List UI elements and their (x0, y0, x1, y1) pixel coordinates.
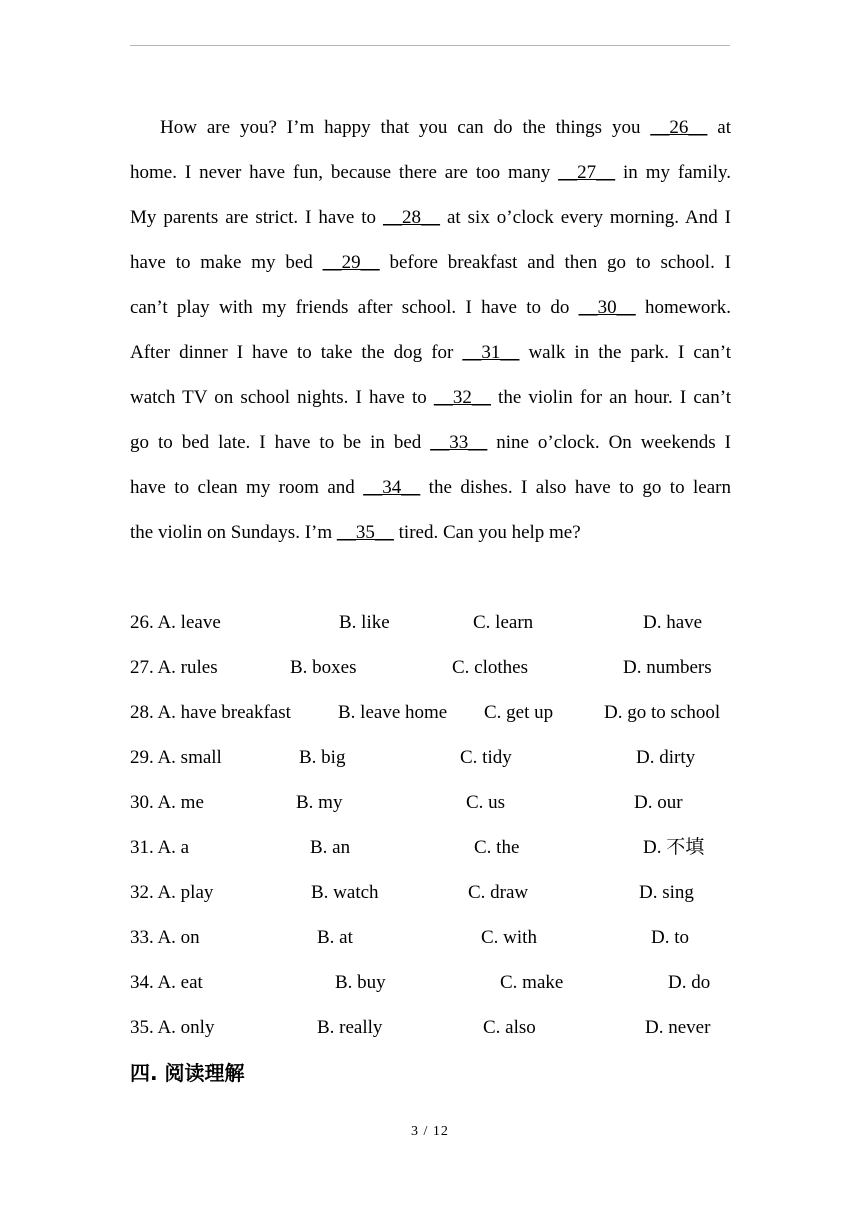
option-c: C. also (483, 1017, 536, 1038)
option-a: 35. A. only (130, 1017, 215, 1038)
passage-line: the violin on Sundays. I’m __35__ tired. Can you help me? (130, 522, 581, 543)
option-b: B. an (310, 837, 351, 858)
blank-27: __27__ (558, 162, 616, 183)
question-29 (130, 735, 740, 780)
blank-29: __29__ (322, 252, 380, 273)
passage-line: home. I never have fun, because there are too many __27__ in my family. (130, 162, 731, 183)
header-rule (130, 45, 730, 46)
option-c: C. learn (473, 612, 534, 633)
passage-line: How are you? I’m happy that you can do the things you __26__ at (160, 117, 731, 138)
option-a: 32. A. play (130, 882, 214, 903)
option-c: C. us (466, 792, 506, 813)
blank-28: __28__ (383, 207, 440, 228)
option-b: B. like (339, 612, 390, 633)
option-a: 33. A. on (130, 927, 200, 948)
option-b: B. leave home (338, 702, 448, 723)
option-a: 28. A. have breakfast (130, 702, 291, 723)
option-d: D. have (643, 612, 703, 633)
option-c: C. make (500, 972, 564, 993)
option-a: 30. A. me (130, 792, 204, 813)
question-31 (130, 825, 740, 870)
blank-33: __33__ (430, 432, 488, 453)
option-d: D. go to school (604, 702, 721, 723)
page-number: 3 / 12 (411, 1124, 449, 1139)
answer-options (130, 600, 740, 1050)
option-c: C. clothes (452, 657, 528, 678)
option-b: B. my (296, 792, 343, 813)
blank-26: __26__ (650, 117, 708, 138)
option-d: D. to (651, 927, 689, 948)
blank-34: __34__ (363, 477, 421, 498)
blank-31: __31__ (462, 342, 520, 363)
option-d: D. 不填 (643, 837, 705, 858)
option-d: D. do (668, 972, 711, 993)
passage-line: go to bed late. I have to be in bed __33__ nine o’clock. On weekends I (130, 432, 731, 453)
passage-line: have to clean my room and __34__ the dishes. I also have to go to learn (130, 477, 732, 498)
option-b: B. big (299, 747, 346, 768)
option-b: B. boxes (290, 657, 357, 678)
question-33 (130, 915, 740, 960)
option-a: 29. A. small (130, 747, 222, 768)
option-d: D. our (634, 792, 683, 813)
option-d: D. sing (639, 882, 694, 903)
option-c: C. get up (484, 702, 554, 723)
blank-32: __32__ (433, 387, 491, 408)
question-32 (130, 870, 740, 915)
option-a: 27. A. rules (130, 657, 218, 678)
option-c: C. with (481, 927, 537, 948)
option-c: C. tidy (460, 747, 512, 768)
option-b: B. really (317, 1017, 383, 1038)
cloze-passage (130, 105, 731, 555)
option-c: C. the (474, 837, 520, 858)
passage-line: After dinner I have to take the dog for __31__ walk in the park. I can’t (130, 342, 731, 363)
option-a: 31. A. a (130, 837, 190, 858)
passage-line: watch TV on school nights. I have to __32__ the violin for an hour. I can’t (130, 387, 731, 408)
section-heading: 四. 阅读理解 (130, 1061, 245, 1085)
question-34 (130, 960, 740, 1005)
question-27 (130, 645, 740, 690)
blank-35: __35__ (336, 522, 394, 543)
option-a: 26. A. leave (130, 612, 221, 633)
option-b: B. watch (311, 882, 379, 903)
question-35 (130, 1005, 740, 1050)
question-28 (130, 690, 740, 735)
question-26 (130, 600, 740, 645)
passage-line: can’t play with my friends after school. I have to do __30__ homework. (130, 297, 731, 318)
option-d: D. never (645, 1017, 711, 1038)
option-a: 34. A. eat (130, 972, 203, 993)
question-30 (130, 780, 740, 825)
passage-line: have to make my bed __29__ before breakfast and then go to school. I (130, 252, 731, 273)
option-c: C. draw (468, 882, 529, 903)
blank-30: __30__ (578, 297, 636, 318)
option-b: B. at (317, 927, 353, 948)
passage-line: My parents are strict. I have to __28__ at six o’clock every morning. And I (130, 207, 732, 228)
option-d: D. dirty (636, 747, 696, 768)
option-b: B. buy (335, 972, 386, 993)
option-d: D. numbers (623, 657, 712, 678)
